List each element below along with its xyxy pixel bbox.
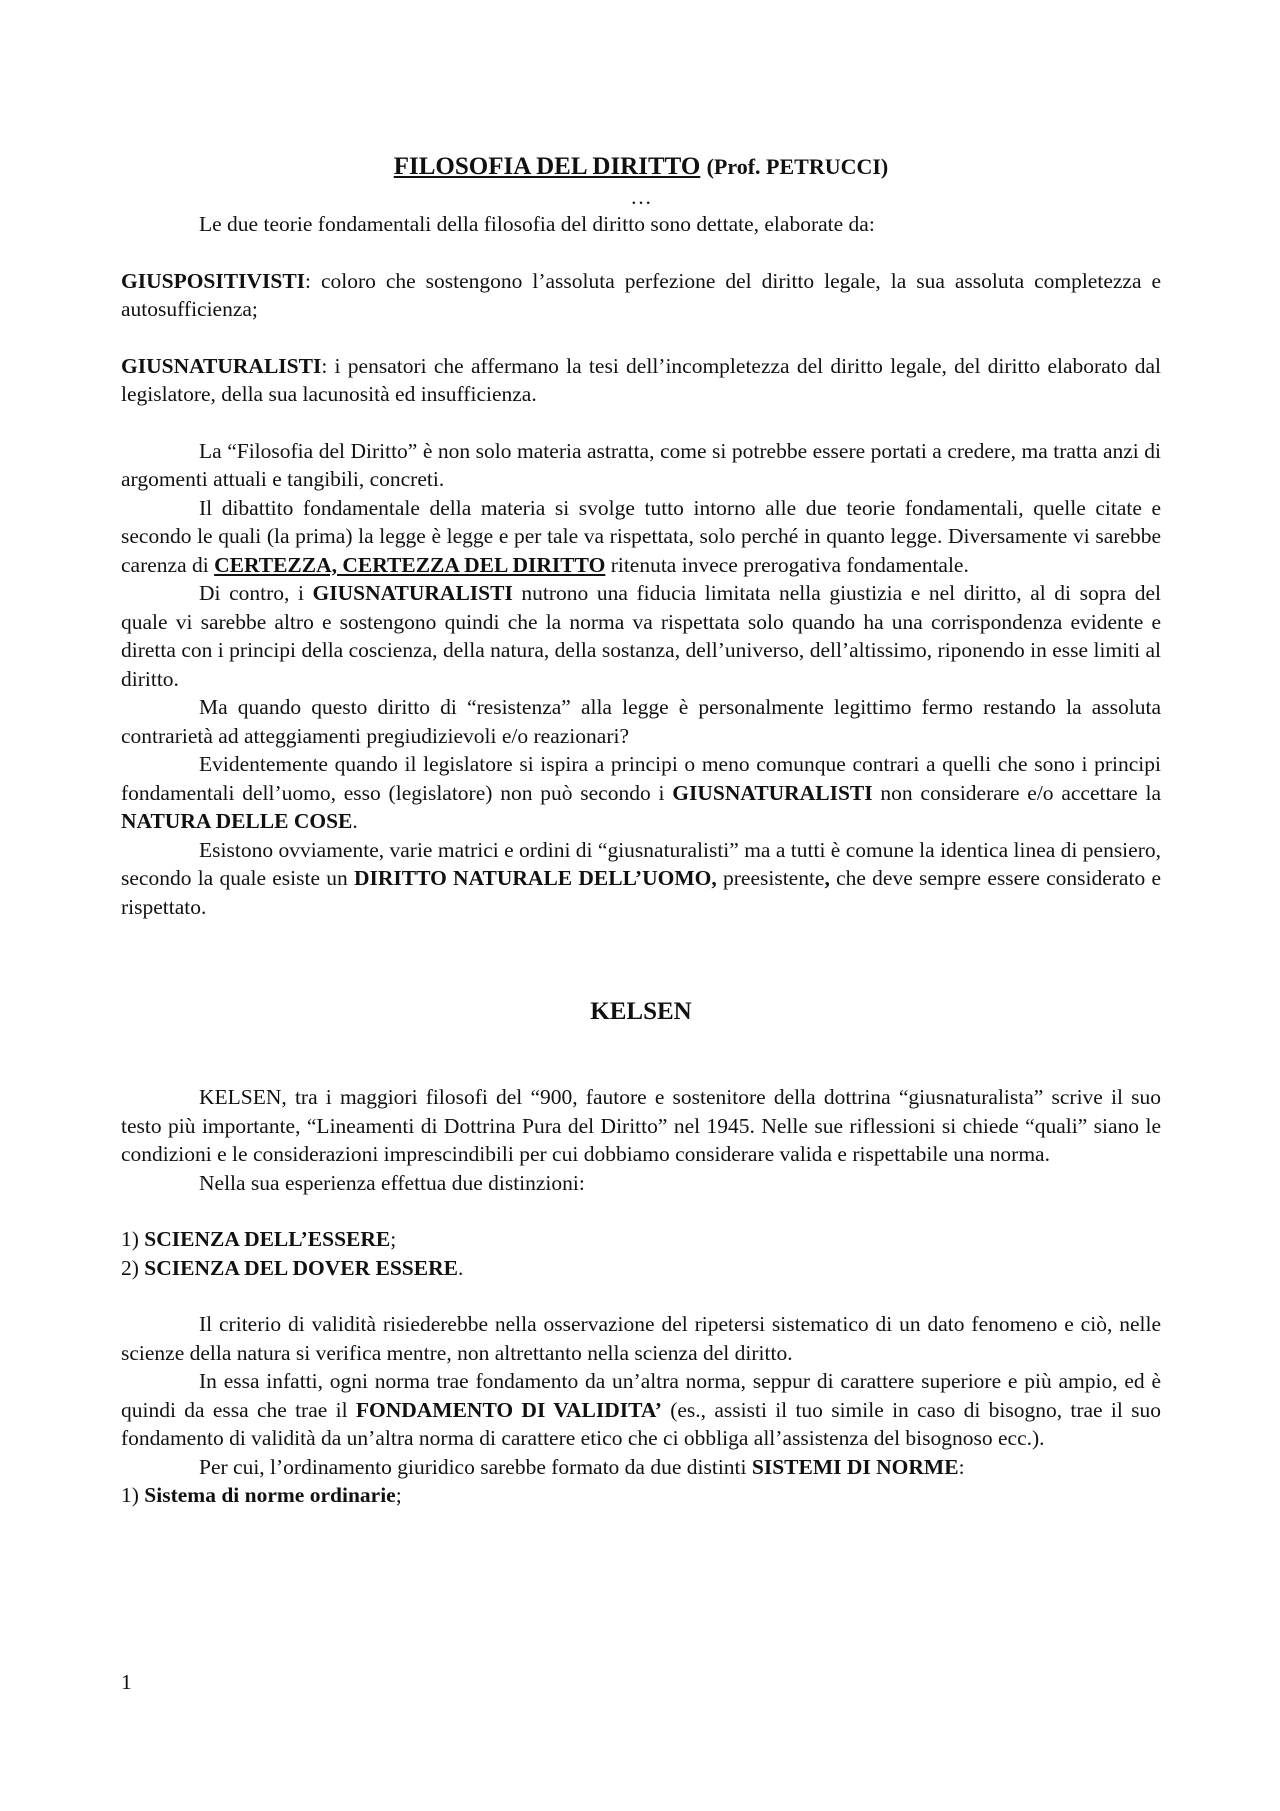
paragraph: KELSEN, tra i maggiori filosofi del “900, fautore e sostenitore della dottrina “giusnaturalista” scrive il suo testo più importante, “Lineamenti di Dottrina Pura del Diritto” nel 1945. Nelle sue riflessioni si chiede “quali” siano le condizioni e le considerazioni imprescindibili per cui dobbiamo considerare valida e rispettabile una norma. xyxy=(121,1085,1161,1166)
emphasis: GIUSNATURALISTI xyxy=(672,780,873,805)
emphasis: CERTEZZA, CERTEZZA DEL DIRITTO xyxy=(214,552,606,577)
page-number: 1 xyxy=(121,1670,132,1694)
title-professor: (Prof. PETRUCCI) xyxy=(706,154,889,179)
list-item: 2) SCIENZA DEL DOVER ESSERE. xyxy=(121,1255,464,1280)
term: GIUSNATURALISTI xyxy=(121,353,322,378)
paragraph: Ma quando questo diritto di “resistenza” alla legge è personalmente legittimo fermo restando la assoluta contrarietà ad atteggiamenti pregiudizievoli e/o reazionari? xyxy=(121,695,1161,748)
intro-paragraph: Le due teorie fondamentali della filosofia del diritto sono dettate, elaborate da: xyxy=(199,212,875,236)
paragraph: Di contro, i GIUSNATURALISTI nutrono una fiducia limitata nella giustizia e nel diritto, al di sopra del quale vi sarebbe altro e sostengono quindi che la norma va rispettata solo quando ha una corrispondenza evidente e diretta con i principi della coscienza, della natura, della sostanza, dell’universo, dell’altissimo, riponendo in esse limiti al diritto. xyxy=(121,581,1162,691)
paragraph: Il dibattito fondamentale della materia si svolge tutto intorno alle due teorie fondamentali, quelle citate e secondo le quali (la prima) la legge è legge e per tale va rispettata, solo perché in quanto legge. Diversamente vi sarebbe carenza di CERTEZZA, CERTEZZA DEL DIRITTO ritenuta invece prerogativa fondamentale. xyxy=(121,495,1161,577)
emphasis: GIUSNATURALISTI xyxy=(312,581,513,605)
paragraph: La “Filosofia del Diritto” è non solo materia astratta, come si potrebbe essere portati a credere, ma tratta anzi di argomenti attuali e tangibili, concreti. xyxy=(121,438,1161,491)
list-item: 1) Sistema di norme ordinarie; xyxy=(121,1483,402,1507)
emphasis: DIRITTO NATURALE DELL’UOMO, xyxy=(354,866,717,890)
ellipsis: … xyxy=(630,185,652,209)
document-body xyxy=(121,150,1161,1510)
paragraph: In essa infatti, ogni norma trae fondamento da un’altra norma, seppur di carattere superiore e più ampio, ed è quindi da essa che trae il FONDAMENTO DI VALIDITA’ (es., assisti il tuo simile in caso di bisogno, trae il suo fondamento di validità da un’altra norma di carattere etico che ci obbliga all’assistenza del bisognoso ecc.). xyxy=(121,1369,1161,1450)
paragraph: Esistono ovviamente, varie matrici e ordini di “giusnaturalisti” ma a tutti è comune la identica linea di pensiero, secondo la quale esiste un DIRITTO NATURALE DELL’UOMO, preesistente, che deve sempre essere considerato e rispettato. xyxy=(121,837,1161,919)
emphasis: FONDAMENTO DI VALIDITA’ xyxy=(355,1397,662,1422)
paragraph: Nella sua esperienza effettua due distinzioni: xyxy=(199,1170,585,1195)
emphasis: SISTEMI DI NORME xyxy=(751,1454,959,1479)
paragraph: Per cui, l’ordinamento giuridico sarebbe formato da due distinti SISTEMI DI NORME: xyxy=(199,1454,965,1479)
paragraph: Il criterio di validità risiederebbe nella osservazione del ripetersi sistematico di un dato fenomeno e ciò, nelle scienze della natura si verifica mentre, non altrettanto nella scienza del diritto. xyxy=(121,1312,1161,1365)
emphasis: NATURA DELLE COSE xyxy=(121,809,353,833)
list-item: 1) SCIENZA DELL’ESSERE; xyxy=(121,1227,397,1251)
document-title xyxy=(121,150,1161,184)
paragraph: Evidentemente quando il legislatore si ispira a principi o meno comunque contrari a quelli che sono i principi fondamentali dell’uomo, esso (legislatore) non può secondo i GIUSNATURALISTI non considerare e/o accettare la NATURA DELLE COSE. xyxy=(121,752,1162,833)
term: GIUSPOSITIVISTI xyxy=(121,268,306,293)
title-main: FILOSOFIA DEL DIRITTO xyxy=(393,153,701,180)
definition-giuspositivisti: GIUSPOSITIVISTI: coloro che sostengono l’assoluta perfezione del diritto legale, la sua assoluta completezza e autosufficienza; xyxy=(121,268,1161,321)
definition-giusnaturalisti: GIUSNATURALISTI: i pensatori che affermano la tesi dell’incompletezza del diritto legale, del diritto elaborato dal legislatore, della sua lacunosità ed insufficienza. xyxy=(121,353,1161,406)
section-heading-kelsen: KELSEN xyxy=(590,998,692,1025)
